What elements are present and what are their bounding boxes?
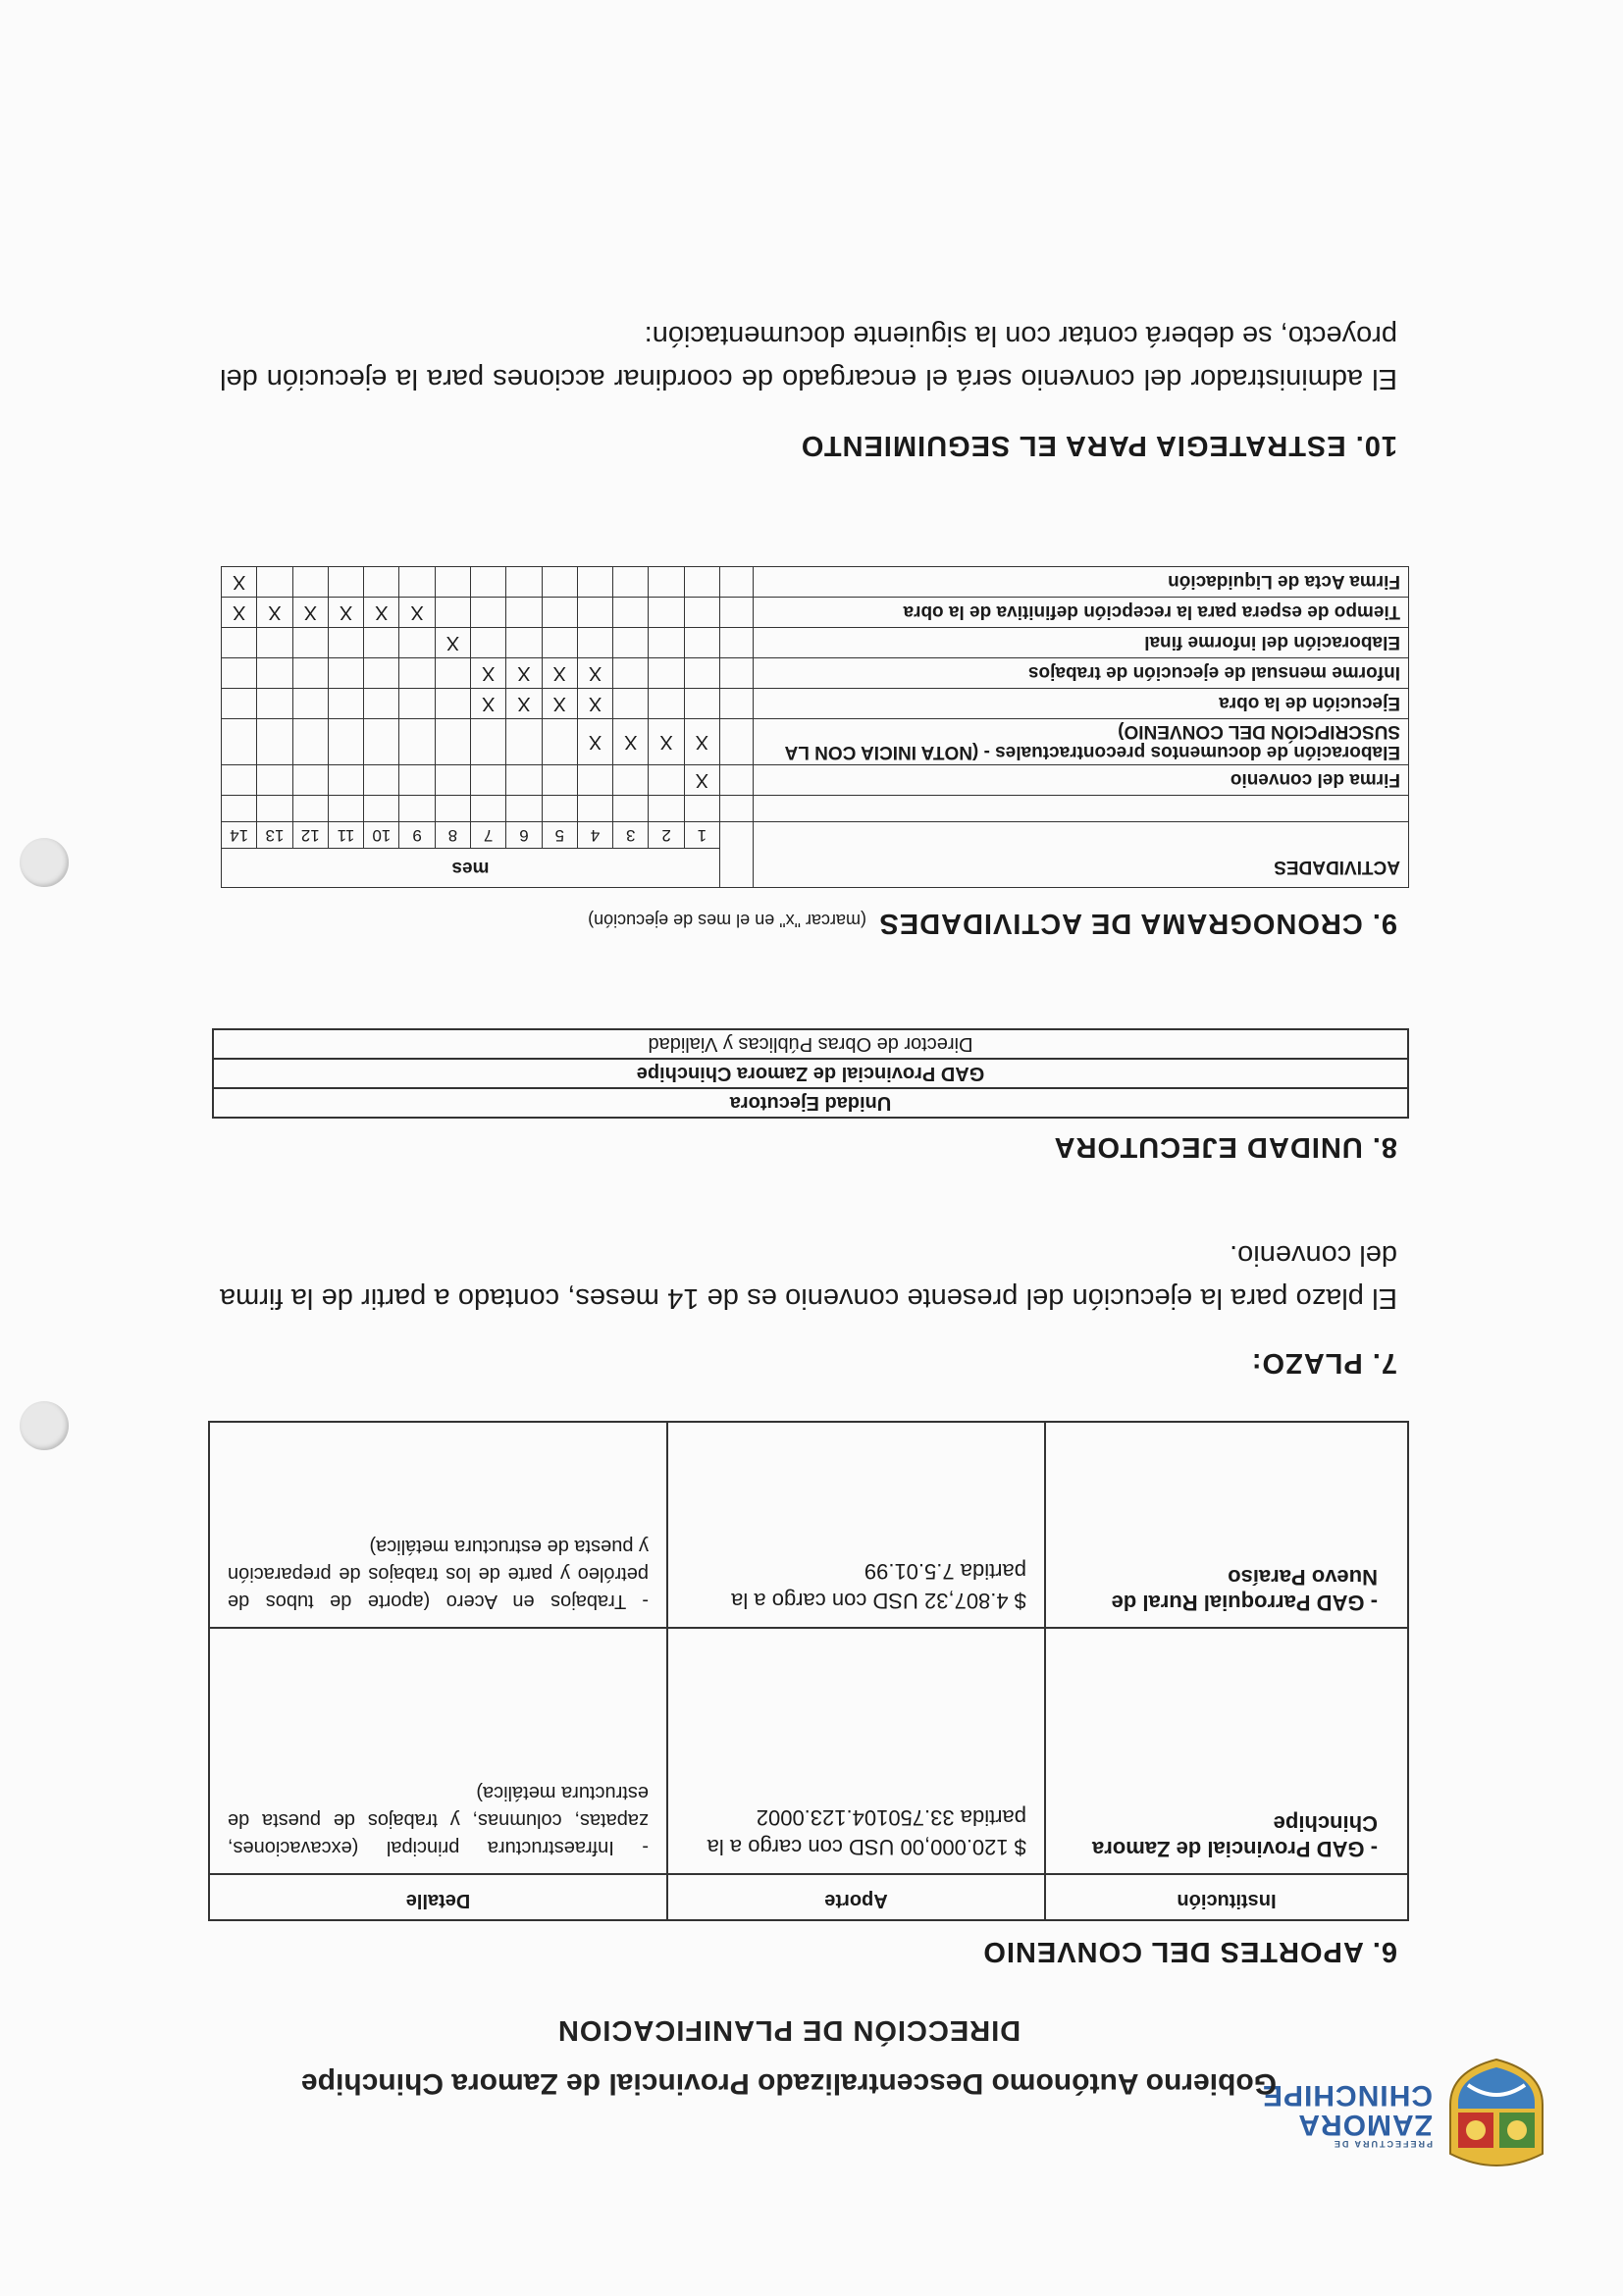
blank-cell bbox=[577, 796, 612, 822]
month-mark-cell bbox=[506, 628, 542, 658]
month-mark-cell bbox=[257, 567, 292, 598]
unit-header-cell: Unidad Ejecutora bbox=[213, 1088, 1408, 1118]
month-number-cell: 10 bbox=[364, 822, 399, 849]
blank-cell bbox=[471, 796, 506, 822]
month-mark-cell bbox=[471, 719, 506, 765]
table-row bbox=[213, 1088, 1408, 1118]
detail-cell: - Trabajos en Acero (aporte de tubos de petróleo y parte de los trabajos de preparación y puesta de estructura metálica) bbox=[209, 1422, 667, 1628]
month-mark-cell bbox=[649, 658, 684, 689]
month-mark-cell bbox=[435, 719, 470, 765]
month-mark-cell bbox=[257, 689, 292, 719]
month-mark-cell: X bbox=[364, 598, 399, 628]
month-mark-cell bbox=[221, 628, 256, 658]
section8-title: 8. UNIDAD EJECUTORA bbox=[1053, 1131, 1397, 1163]
blank-cell bbox=[720, 719, 754, 765]
blank-cell bbox=[720, 765, 754, 796]
contribution-cell: $ 120.000,00 USD con cargo a la partida 33.750104.123.0002 bbox=[667, 1628, 1045, 1874]
brand-line1: ZAMORA bbox=[1297, 2109, 1433, 2141]
month-mark-cell bbox=[292, 567, 328, 598]
month-mark-cell: X bbox=[471, 689, 506, 719]
table-row bbox=[209, 1628, 1408, 1874]
month-mark-cell bbox=[364, 567, 399, 598]
month-number-cell: 7 bbox=[471, 822, 506, 849]
month-mark-cell bbox=[221, 689, 256, 719]
activity-row bbox=[221, 689, 1408, 719]
month-mark-cell bbox=[684, 598, 719, 628]
month-number-cell: 1 bbox=[684, 822, 719, 849]
month-mark-cell bbox=[435, 598, 470, 628]
month-mark-cell bbox=[257, 628, 292, 658]
month-mark-cell bbox=[542, 598, 577, 628]
activity-name-cell: Elaboración del informe final bbox=[754, 628, 1409, 658]
month-mark-cell bbox=[649, 689, 684, 719]
month-mark-cell bbox=[328, 628, 363, 658]
col-institution: Institución bbox=[1045, 1874, 1408, 1920]
month-number-cell: 12 bbox=[292, 822, 328, 849]
activity-name-cell: Tiempo de espera para la recepción definitiva de la obra bbox=[754, 598, 1409, 628]
month-mark-cell bbox=[542, 719, 577, 765]
month-mark-cell bbox=[364, 628, 399, 658]
month-mark-cell: X bbox=[577, 689, 612, 719]
blank-cell bbox=[221, 796, 256, 822]
month-mark-cell bbox=[684, 689, 719, 719]
month-number-cell: 8 bbox=[435, 822, 470, 849]
month-number-cell: 14 bbox=[221, 822, 256, 849]
month-mark-cell: X bbox=[649, 719, 684, 765]
section9-heading bbox=[588, 907, 1397, 939]
month-mark-cell bbox=[506, 567, 542, 598]
month-mark-cell bbox=[577, 765, 612, 796]
month-mark-cell bbox=[292, 765, 328, 796]
table-header-row bbox=[209, 1874, 1408, 1920]
activity-name-cell: Informe mensual de ejecución de trabajos bbox=[754, 658, 1409, 689]
section6-title: 6. APORTES DEL CONVENIO bbox=[982, 1936, 1397, 1967]
blank-cell bbox=[364, 796, 399, 822]
col-activities: ACTIVIDADES bbox=[754, 822, 1409, 888]
month-mark-cell bbox=[684, 567, 719, 598]
month-mark-cell: X bbox=[542, 658, 577, 689]
section7-text: El plazo para la ejecución del presente convenio es de 14 meses, contado a partir de la firma del convenio. bbox=[220, 1239, 1397, 1314]
blank-cell bbox=[720, 628, 754, 658]
month-mark-cell bbox=[506, 598, 542, 628]
month-mark-cell bbox=[399, 719, 435, 765]
brand-wordmark bbox=[1261, 2079, 1433, 2149]
section7-title: 7. PLAZO: bbox=[1250, 1347, 1397, 1379]
month-mark-cell bbox=[328, 719, 363, 765]
month-mark-cell bbox=[364, 689, 399, 719]
activity-row bbox=[221, 598, 1408, 628]
month-mark-cell: X bbox=[613, 719, 649, 765]
activity-row bbox=[221, 719, 1408, 765]
month-mark-cell: X bbox=[328, 598, 363, 628]
month-number-cell: 4 bbox=[577, 822, 612, 849]
month-number-cell: 5 bbox=[542, 822, 577, 849]
blank-cell bbox=[720, 796, 754, 822]
brand-prefix: PREFECTURA DE bbox=[1332, 2139, 1433, 2149]
month-mark-cell bbox=[364, 658, 399, 689]
month-mark-cell bbox=[328, 658, 363, 689]
month-mark-cell bbox=[613, 689, 649, 719]
month-number-cell: 13 bbox=[257, 822, 292, 849]
month-mark-cell: X bbox=[577, 719, 612, 765]
section9-title: 9. CRONOGRAMA DE ACTIVIDADES bbox=[878, 908, 1397, 939]
month-mark-cell bbox=[435, 658, 470, 689]
contributions-table bbox=[208, 1421, 1409, 1921]
col-detail: Detalle bbox=[209, 1874, 667, 1920]
month-mark-cell bbox=[684, 658, 719, 689]
month-mark-cell bbox=[292, 658, 328, 689]
table-row bbox=[209, 1422, 1408, 1628]
month-mark-cell bbox=[649, 628, 684, 658]
month-mark-cell bbox=[506, 719, 542, 765]
blank-cell bbox=[720, 658, 754, 689]
month-mark-cell bbox=[221, 658, 256, 689]
month-mark-cell bbox=[577, 567, 612, 598]
activity-name-cell: Elaboración de documentos precontractuales - (NOTA INICIA CON LA SUSCRIPCIÓN DEL CONVENIO) bbox=[754, 719, 1409, 765]
month-mark-cell bbox=[221, 719, 256, 765]
blank-cell bbox=[684, 796, 719, 822]
department-name: DIRECCIÓN DE PLANIFICACION bbox=[556, 2014, 1021, 2046]
month-mark-cell bbox=[613, 658, 649, 689]
blank-cell bbox=[328, 796, 363, 822]
month-mark-cell: X bbox=[399, 598, 435, 628]
month-mark-cell bbox=[684, 628, 719, 658]
month-number-cell: 2 bbox=[649, 822, 684, 849]
blank-cell bbox=[613, 796, 649, 822]
detail-cell: - Infraestructura principal (excavaciones, zapatas, columnas, y trabajos de puesta de estructura metálica) bbox=[209, 1628, 667, 1874]
activity-name-cell: Ejecución de la obra bbox=[754, 689, 1409, 719]
month-mark-cell bbox=[399, 765, 435, 796]
month-mark-cell bbox=[542, 628, 577, 658]
month-mark-cell bbox=[257, 719, 292, 765]
month-mark-cell: X bbox=[506, 689, 542, 719]
blank-row bbox=[221, 796, 1408, 822]
blank-cell bbox=[754, 796, 1409, 822]
activity-row bbox=[221, 567, 1408, 598]
month-mark-cell bbox=[364, 719, 399, 765]
blank-cell bbox=[292, 796, 328, 822]
month-mark-cell: X bbox=[257, 598, 292, 628]
blank-cell bbox=[506, 796, 542, 822]
month-mark-cell bbox=[471, 598, 506, 628]
month-mark-cell: X bbox=[542, 689, 577, 719]
punch-hole bbox=[20, 1401, 69, 1450]
month-mark-cell: X bbox=[435, 628, 470, 658]
month-number-cell: 9 bbox=[399, 822, 435, 849]
month-mark-cell bbox=[471, 765, 506, 796]
col-contribution: Aporte bbox=[667, 1874, 1045, 1920]
month-mark-cell: X bbox=[471, 658, 506, 689]
contribution-cell: $ 4.807,32 USD con cargo a la partida 7.5.01.99 bbox=[667, 1422, 1045, 1628]
month-mark-cell bbox=[435, 689, 470, 719]
month-mark-cell bbox=[221, 765, 256, 796]
month-mark-cell bbox=[328, 689, 363, 719]
unit-name-cell: GAD Provincial de Zamora Chinchipe bbox=[213, 1059, 1408, 1088]
month-mark-cell: X bbox=[221, 598, 256, 628]
month-mark-cell bbox=[328, 765, 363, 796]
month-mark-cell bbox=[471, 628, 506, 658]
month-mark-cell: X bbox=[577, 658, 612, 689]
section9-subtitle: (marcar "x" en el mes de ejecución) bbox=[588, 911, 866, 930]
month-mark-cell bbox=[577, 628, 612, 658]
month-mark-cell bbox=[257, 658, 292, 689]
section10-title: 10. ESTRATEGIA PARA EL SEGUIMIENTO bbox=[800, 430, 1397, 461]
month-mark-cell bbox=[613, 567, 649, 598]
month-mark-cell bbox=[577, 598, 612, 628]
brand-line2: CHINCHIPE bbox=[1261, 2079, 1433, 2112]
blank-col bbox=[720, 822, 754, 888]
month-number-cell: 3 bbox=[613, 822, 649, 849]
institution-cell: - GAD Parroquial Rural de Nuevo Paraíso bbox=[1045, 1422, 1408, 1628]
month-mark-cell bbox=[613, 598, 649, 628]
activity-row bbox=[221, 628, 1408, 658]
month-mark-cell bbox=[649, 567, 684, 598]
month-mark-cell bbox=[399, 658, 435, 689]
blank-cell bbox=[542, 796, 577, 822]
executing-unit-table bbox=[212, 1028, 1409, 1119]
month-mark-cell bbox=[257, 765, 292, 796]
section10-text: El administrador del convenio será el encargado de coordinar acciones para la ejecución del proyecto, se deberá contar con la siguiente documentación: bbox=[220, 320, 1397, 394]
activity-row bbox=[221, 765, 1408, 796]
month-mark-cell bbox=[292, 719, 328, 765]
month-mark-cell bbox=[471, 567, 506, 598]
unit-director-cell: Director de Obras Públicas y Vialidad bbox=[213, 1029, 1408, 1059]
organization-name: Gobierno Autónomo Descentralizado Provincial de Zamora Chinchipe bbox=[300, 2067, 1278, 2100]
month-mark-cell bbox=[292, 628, 328, 658]
month-mark-cell bbox=[399, 628, 435, 658]
month-mark-cell bbox=[399, 567, 435, 598]
month-mark-cell bbox=[542, 567, 577, 598]
month-mark-cell bbox=[649, 765, 684, 796]
col-month: mes bbox=[221, 849, 719, 888]
blank-cell bbox=[720, 598, 754, 628]
month-mark-cell bbox=[399, 689, 435, 719]
month-mark-cell bbox=[613, 628, 649, 658]
institution-cell: - GAD Provincial de Zamora Chinchipe bbox=[1045, 1628, 1408, 1874]
schedule-header-row bbox=[221, 849, 1408, 888]
activity-name-cell: Firma Acta de Liquidación bbox=[754, 567, 1409, 598]
month-mark-cell: X bbox=[684, 765, 719, 796]
blank-cell bbox=[435, 796, 470, 822]
month-mark-cell bbox=[613, 765, 649, 796]
blank-cell bbox=[720, 689, 754, 719]
table-row bbox=[213, 1029, 1408, 1059]
month-mark-cell: X bbox=[684, 719, 719, 765]
month-mark-cell: X bbox=[221, 567, 256, 598]
punch-hole bbox=[20, 838, 69, 887]
month-mark-cell bbox=[435, 567, 470, 598]
blank-cell bbox=[257, 796, 292, 822]
month-mark-cell: X bbox=[292, 598, 328, 628]
month-number-cell: 6 bbox=[506, 822, 542, 849]
coat-of-arms-logo bbox=[1439, 2058, 1554, 2173]
activity-row bbox=[221, 658, 1408, 689]
month-mark-cell bbox=[506, 765, 542, 796]
blank-cell bbox=[649, 796, 684, 822]
activity-schedule-table bbox=[221, 566, 1409, 888]
month-mark-cell bbox=[649, 598, 684, 628]
month-mark-cell: X bbox=[506, 658, 542, 689]
month-mark-cell bbox=[292, 689, 328, 719]
month-mark-cell bbox=[542, 765, 577, 796]
activity-name-cell: Firma del convenio bbox=[754, 765, 1409, 796]
table-row bbox=[213, 1059, 1408, 1088]
month-number-cell: 11 bbox=[328, 822, 363, 849]
blank-cell bbox=[399, 796, 435, 822]
month-mark-cell bbox=[435, 765, 470, 796]
month-mark-cell bbox=[364, 765, 399, 796]
blank-cell bbox=[720, 567, 754, 598]
month-mark-cell bbox=[328, 567, 363, 598]
